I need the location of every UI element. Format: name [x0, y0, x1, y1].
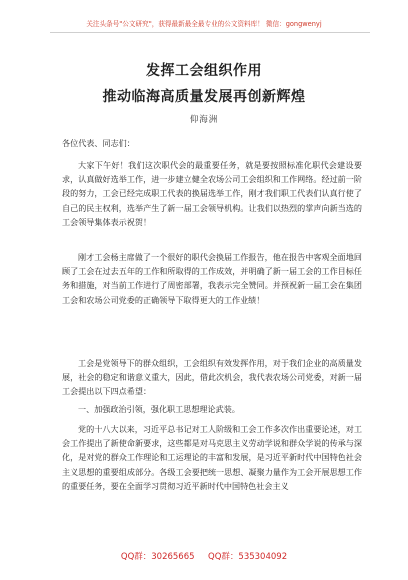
banner-divider [50, 32, 370, 33]
document-author: 仰海洲 [189, 115, 219, 125]
salutation: 各位代表、同志们： [62, 138, 135, 148]
paragraph-1: 大家下午好！我们这次职代会的最重要任务，就是要按照标准化职代会建设要求，认真做好选举工作，进一步建立健全农场公司工会组织和工作网络。经过前一阶段的努力，工会已经完成职工代表的换届选举工作，刚才我们职工代表们认真行使了自己的民主权利，选举产生了新一届工会领导机构。让我们以热烈的掌声向新当选的工会领导集体表示祝贺！ [62, 160, 362, 227]
paragraph-2: 刚才工会杨主席做了一个很好的职代会换届工作报告，他在报告中客观全面地回顾了工会在过去五年的工作和所取得的工作成效，并明确了新一届工会的工作目标任务和措施，对当前工作进行了周密部署，我表示完全赞同。并预祝新一届工会在集团工会和农场公司党委的正确领导下取得更大的工作业绩！ [62, 252, 362, 305]
paragraph-3: 工会是党领导下的群众组织，工会组织有效发挥作用，对于我们企业的高质量发展，社会的稳定和谐意义重大，因此，借此次机会，我代表农场公司党委，对新一届工会提出以下四点希望： [62, 358, 362, 397]
promo-banner: 关注头条号"公文研究"，获得最新最全最专业的公文资料库！ 微信：gongwenyj [86, 20, 322, 28]
paragraph-4: 党的十八大以来，习近平总书记对工人阶级和工会工作多次作出重要论述，对工会工作提出了新使命新要求，这些都是对马克思主义劳动学说和群众学说的传承与深化，是对党的群众工作理论和工运理论的丰富和发展，是习近平新时代中国特色社会主义思想的重要组成部分。各级工会要把统一思想、凝聚力量作为工会开展思想工作的重要任务，要在全面学习贯彻习近平新时代中国特色社会主义 [62, 424, 362, 491]
document-title-line-1: 发挥工会组织作用 [146, 63, 262, 79]
section-heading-1: 一、加强政治引领，强化职工思想理论武装。 [78, 404, 240, 414]
document-title-line-2: 推动临海高质量发展再创新辉煌 [102, 89, 306, 105]
footer-qq-groups: QQ群：30265665 QQ群：535304092 [120, 552, 288, 562]
